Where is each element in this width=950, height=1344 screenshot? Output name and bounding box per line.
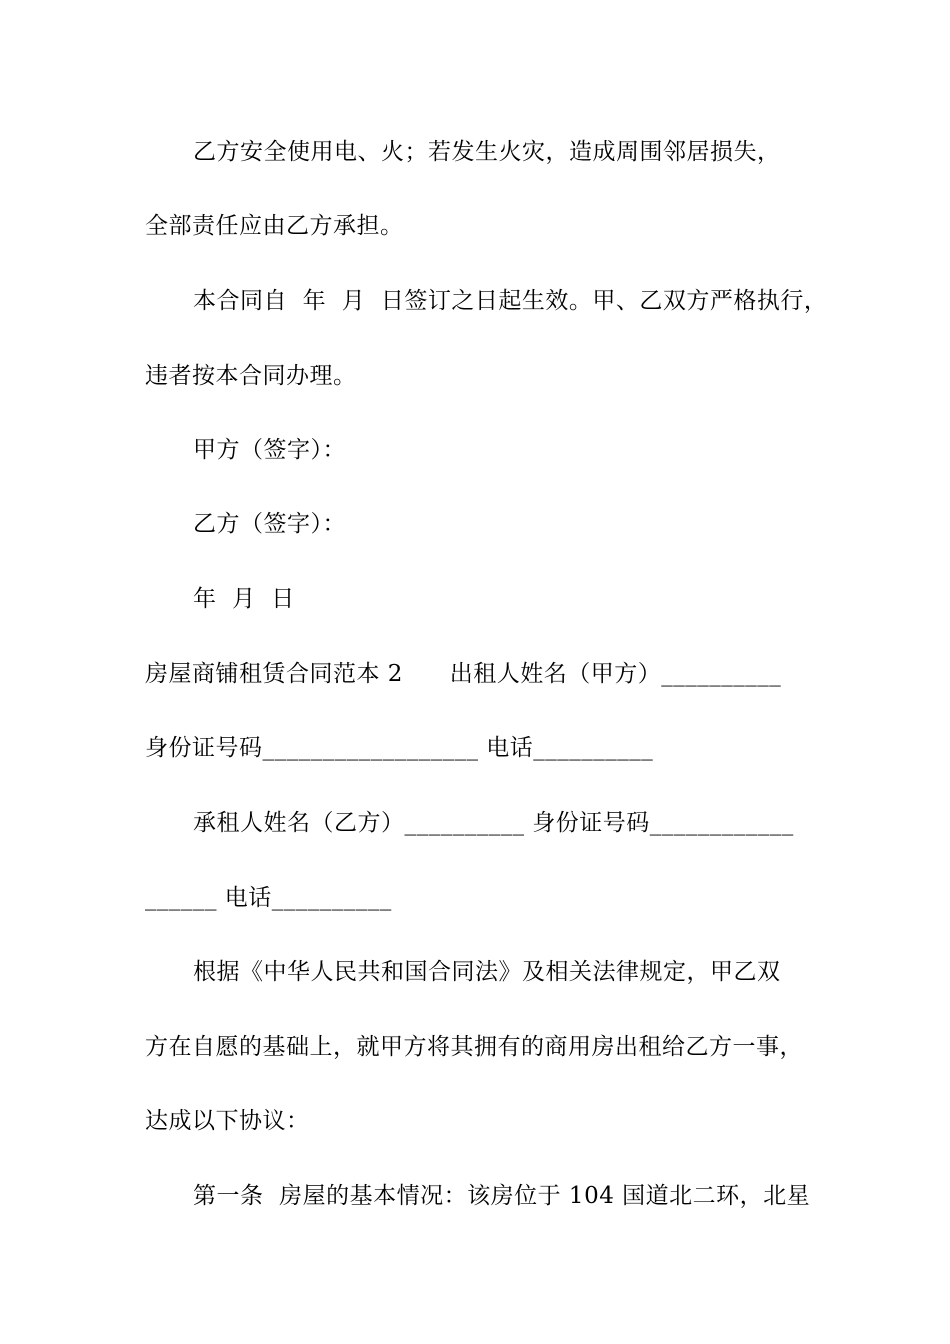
form-line-lessee: 承租人姓名（乙方）__________ 身份证号码____________ — [193, 810, 794, 836]
paragraph-line: 根据《中华人民共和国合同法》及相关法律规定，甲乙双 — [193, 959, 781, 985]
paragraph-line: 方在自愿的基础上，就甲方将其拥有的商用房出租给乙方一事， — [145, 1034, 803, 1060]
paragraph-line: 全部责任应由乙方承担。 — [145, 213, 404, 239]
signature-party-a: 甲方（签字）： — [193, 437, 346, 463]
form-line-lessee-phone: ______ 电话__________ — [145, 885, 392, 911]
paragraph-line: 本合同自 年 月 日签订之日起生效。甲、乙双方严格执行， — [193, 288, 828, 314]
contract-title-line: 房屋商铺租赁合同范本 2 出租人姓名（甲方）__________ — [145, 661, 782, 687]
article-one-line: 第一条 房屋的基本情况：该房位于 104 国道北二环，北星 — [193, 1183, 811, 1209]
signature-date: 年 月 日 — [193, 586, 295, 612]
paragraph-line: 乙方安全使用电、火；若发生火灾，造成周围邻居损失， — [193, 139, 781, 165]
paragraph-line: 达成以下协议： — [145, 1108, 310, 1134]
form-line-id-phone: 身份证号码__________________ 电话__________ — [145, 735, 654, 761]
signature-party-b: 乙方（签字）： — [193, 511, 346, 537]
paragraph-line: 违者按本合同办理。 — [145, 363, 357, 389]
